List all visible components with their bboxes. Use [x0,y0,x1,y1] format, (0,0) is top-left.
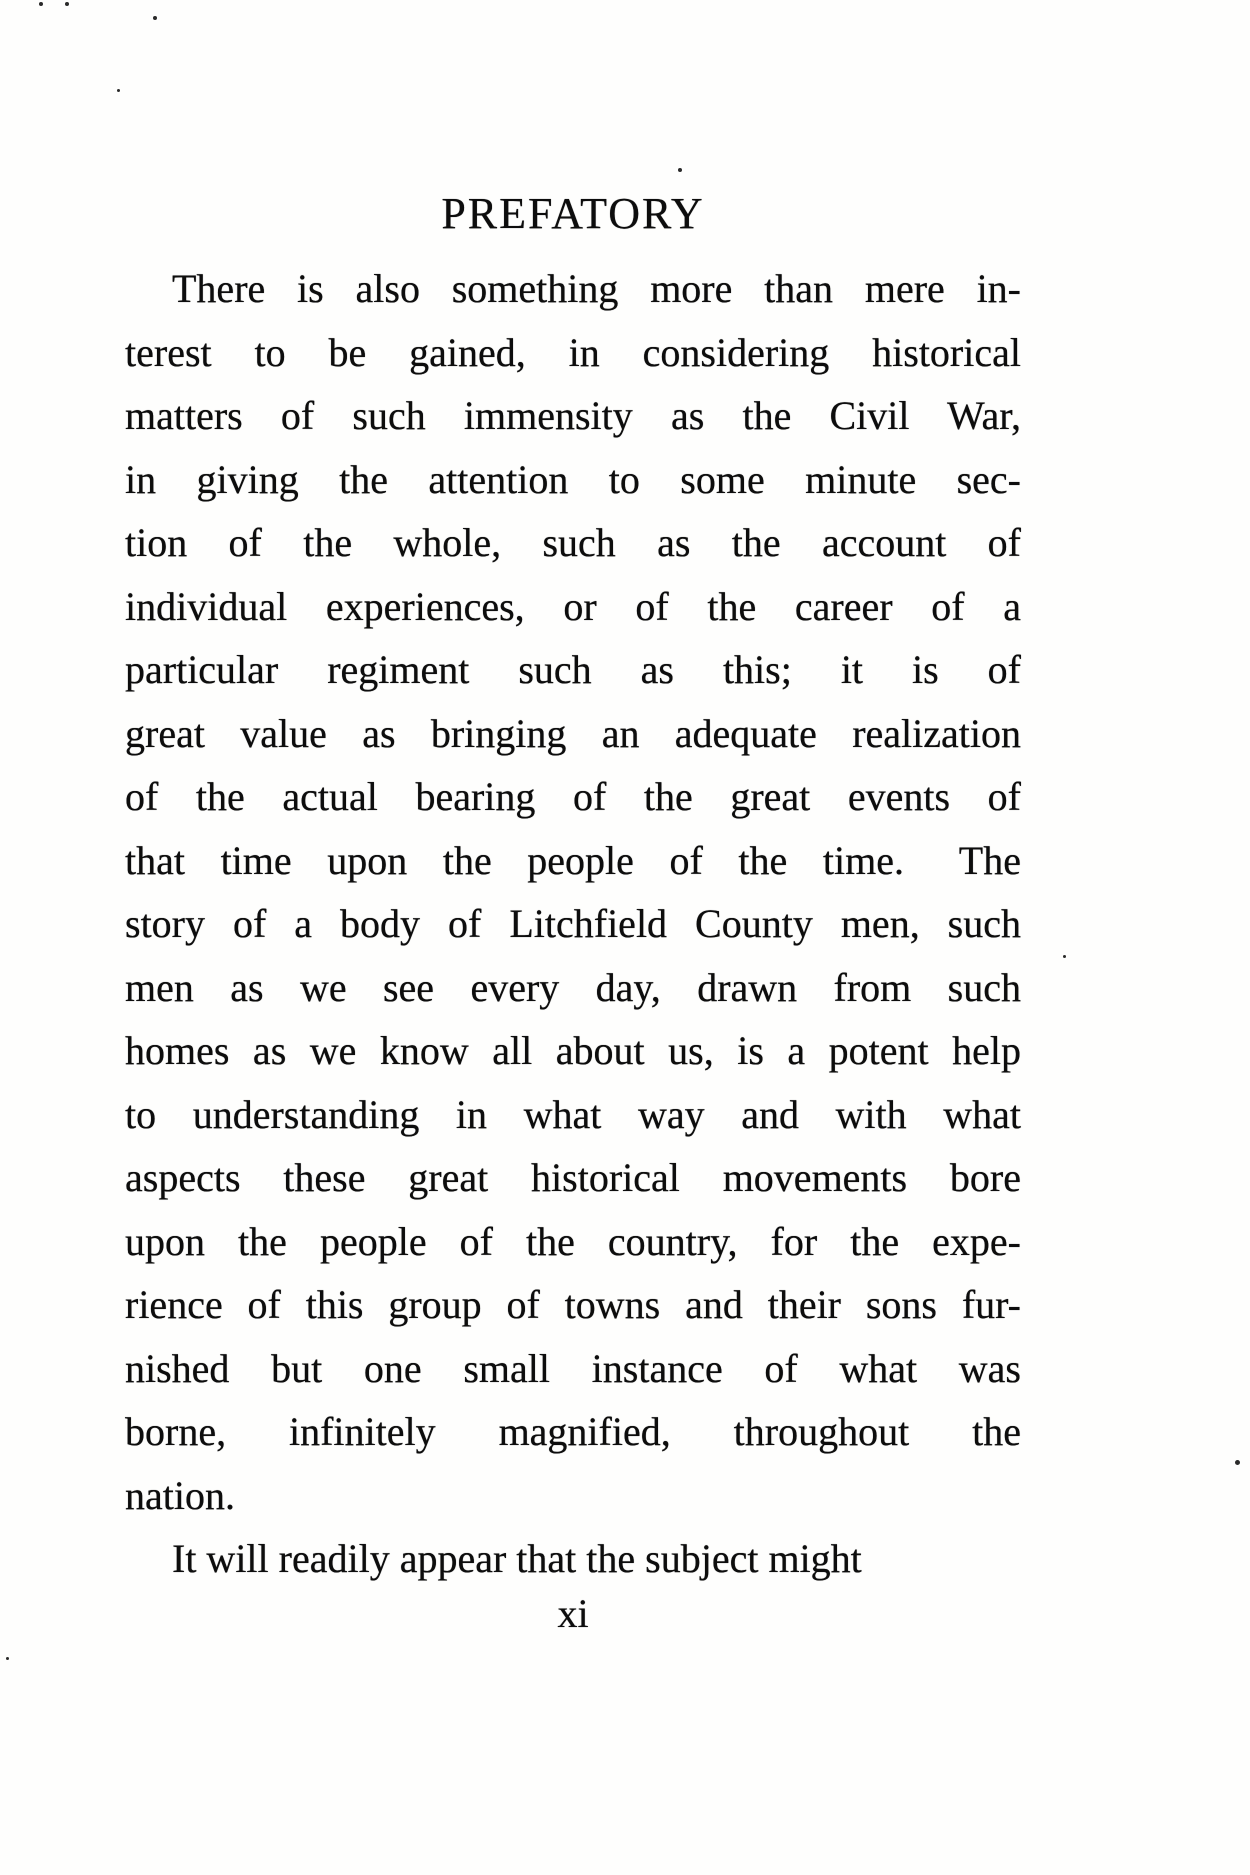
text-line: that time upon the people of the time. The [125,837,1021,883]
scan-speck [117,89,120,92]
text-line: tion of the whole, such as the account of [125,520,1021,565]
text-line: men as we see every day, drawn from such [125,964,1021,1010]
text-line: individual experiences, or of the career of a [125,583,1021,629]
text-line: terest to be gained, in considering historical [125,329,1021,375]
text-line: nation. [125,1472,235,1518]
text-line: nished but one small instance of what was [125,1345,1021,1391]
text-line: matters of such immensity as the Civil War, [125,393,1021,438]
text-line: upon the people of the country, for the expe- [125,1218,1021,1264]
text-line: aspects these great historical movements bore [125,1155,1021,1200]
scan-speck [1063,955,1066,958]
page-heading: PREFATORY [441,189,705,238]
text-block [125,0,1021,1591]
text-line: to understanding in what way and with what [125,1091,1021,1137]
page-number: xi [557,1591,589,1636]
scan-speck [153,16,157,20]
text-line: It will readily appear that the subject might [172,1536,862,1581]
scan-speck [65,2,69,6]
text-line: homes as we know all about us, is a potent help [125,1028,1021,1073]
paragraph [125,1527,1021,1591]
text-line: borne, infinitely magnified, throughout the [125,1409,1021,1454]
scan-speck [6,1657,9,1660]
text-line: There is also something more than mere in- [172,266,1021,311]
scan-speck [39,2,43,6]
scan-speck [1235,1460,1240,1465]
text-line: story of a body of Litchfield County men, such [125,901,1021,946]
paragraph [125,257,1021,1527]
text-line: of the actual bearing of the great events of [125,774,1021,819]
text-line: in giving the attention to some minute sec- [125,456,1021,502]
text-line: particular regiment such as this; it is of [125,647,1021,692]
scan-speck [678,168,682,172]
text-line: rience of this group of towns and their sons fur- [125,1282,1021,1327]
text-body [125,257,1021,1591]
text-line: great value as bringing an adequate realization [125,710,1021,756]
